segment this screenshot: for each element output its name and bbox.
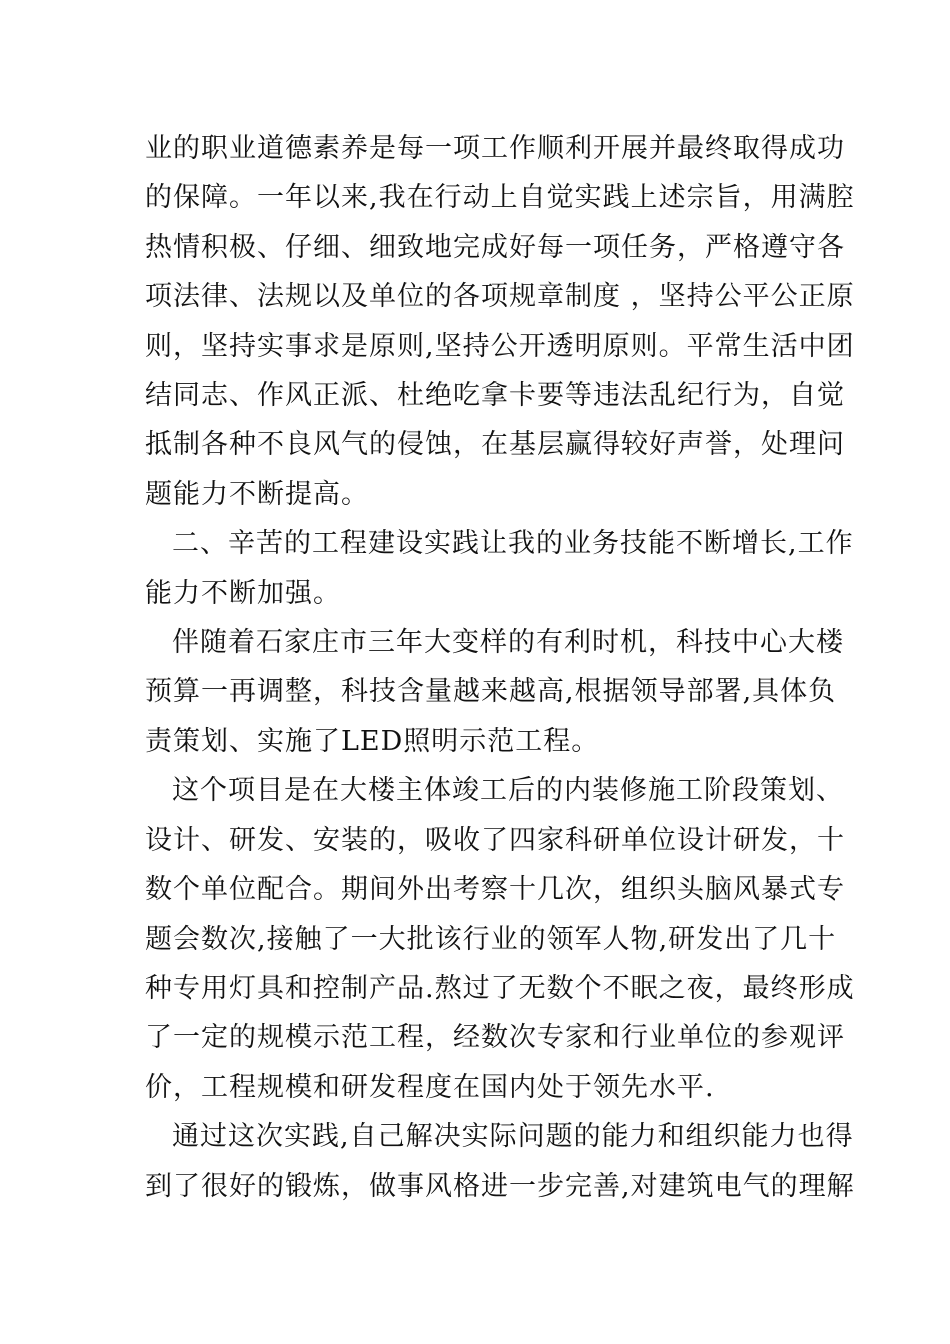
text-line: 价，工程规模和研发程度在国内处于领先水平.	[145, 1071, 715, 1103]
paragraph-led-project-intro	[145, 618, 844, 766]
text-line: 这个项目是在大楼主体竣工后的内装修施工阶段策划、	[172, 775, 844, 807]
text-line: 题能力不断提高。	[145, 478, 369, 510]
paragraph-professional-ethics	[145, 124, 855, 519]
text-line: 二、辛苦的工程建设实践让我的业务技能不断增长,工作	[172, 528, 854, 560]
paragraph-practice-outcome	[145, 1112, 855, 1211]
text-line: 预算一再调整，科技含量越来越高,根据领导部署,具体负	[145, 676, 837, 708]
paragraph-project-details	[145, 766, 855, 1112]
text-line: 了一定的规模示范工程，经数次专家和行业单位的参观评	[145, 1022, 845, 1054]
text-line: 伴随着石家庄市三年大变样的有利时机，科技中心大楼	[172, 627, 844, 659]
text-line: 抵制各种不良风气的侵蚀，在基层赢得较好声誉，处理问	[145, 429, 845, 461]
text-line: 热情积极、仔细、细致地完成好每一项任务，严格遵守各	[145, 231, 845, 263]
text-line: 项法律、法规以及单位的各项规章制度 ，坚持公平公正原	[145, 281, 855, 313]
text-line: 题会数次,接触了一大批该行业的领军人物,研发出了几十	[145, 923, 837, 955]
paragraph-section-two-heading	[145, 519, 854, 618]
text-line: 则，坚持实事求是原则,坚持公开透明原则。平常生活中团	[145, 330, 855, 362]
text-line: 结同志、作风正派、杜绝吃拿卡要等违法乱纪行为，自觉	[145, 380, 845, 412]
text-line: 数个单位配合。期间外出考察十几次，组织头脑风暴式专	[145, 874, 845, 906]
document-body	[145, 124, 855, 1211]
text-line: 到了很好的锻炼，做事风格进一步完善,对建筑电气的理解	[145, 1170, 855, 1202]
text-line: 业的职业道德素养是每一项工作顺利开展并最终取得成功	[145, 133, 845, 164]
text-line: 设计、研发、安装的，吸收了四家科研单位设计研发，十	[145, 824, 845, 856]
text-line: 种专用灯具和控制产品.熬过了无数个不眠之夜，最终形成	[145, 972, 855, 1004]
text-line: 责策划、实施了LED照明示范工程。	[145, 725, 600, 757]
text-line: 通过这次实践,自己解决实际问题的能力和组织能力也得	[172, 1121, 854, 1153]
text-line: 的保障。一年以来,我在行动上自觉实践上述宗旨，用满腔	[145, 182, 855, 214]
text-line: 能力不断加强。	[145, 577, 341, 609]
